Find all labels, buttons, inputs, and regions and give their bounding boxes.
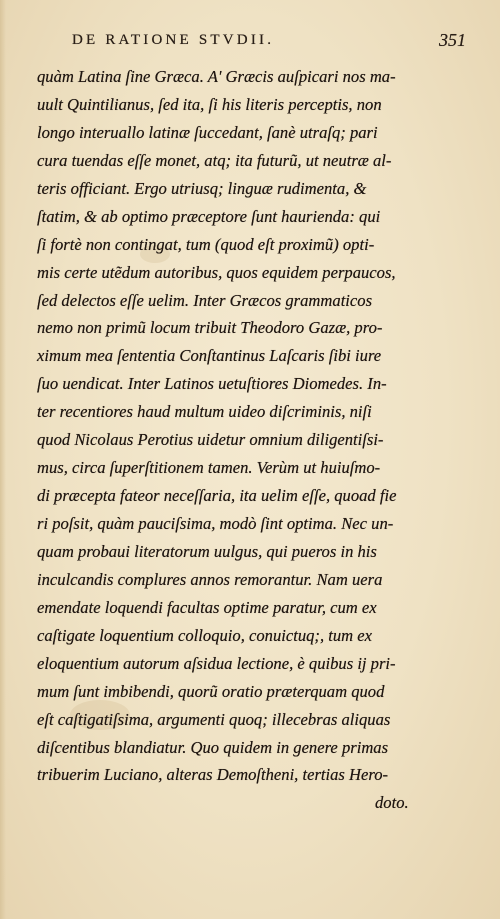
text-line: ſtatim, & ab optimo præceptore ſunt haurienda: qui bbox=[37, 206, 381, 226]
text-line: mum ſunt imbibendi, quorũ oratio præterquam quod bbox=[37, 681, 385, 701]
page-header bbox=[62, 30, 466, 54]
text-line: ſuo uendicat. Inter Latinos uetuſtiores Diomedes. In- bbox=[37, 374, 387, 394]
text-line: ſed delectos eſſe uelim. Inter Græcos grammaticos bbox=[37, 290, 373, 310]
text-line: mis certe utẽdum autoribus, quos equidem perpaucos, bbox=[37, 262, 396, 282]
text-line: cura tuendas eſſe monet, atq; ita futurũ, ut neutræ al- bbox=[37, 150, 392, 170]
text-line: diſcentibus blandiatur. Quo quidem in genere primas bbox=[37, 737, 389, 757]
text-line: doto. bbox=[375, 793, 409, 813]
text-line: inculcandis complures annos remorantur. Nam uera bbox=[37, 569, 383, 589]
text-line: nemo non primũ locum tribuit Theodoro Gazæ, pro- bbox=[37, 318, 383, 338]
text-line: eloquentium autorum aſsidua lectione, è quibus ij pri- bbox=[37, 653, 396, 673]
text-line: ſi fortè non contingat, tum (quod eſt proximũ) opti- bbox=[37, 234, 375, 254]
page-number: 351 bbox=[439, 30, 466, 50]
text-line: uult Quintilianus, ſed ita, ſi his literis perceptis, non bbox=[37, 94, 382, 114]
text-line: ximum mea ſententia Conſtantinus Laſcaris ſibi iure bbox=[37, 346, 382, 366]
body-text bbox=[37, 63, 467, 817]
text-line: quam probaui literatorum uulgus, qui pueros in his bbox=[37, 541, 377, 561]
text-line: mus, circa ſuperſtitionem tamen. Verùm ut huiuſmo- bbox=[37, 458, 381, 478]
text-line: ter recentiores haud multum uideo diſcriminis, niſi bbox=[37, 402, 372, 422]
page-gutter-shadow bbox=[0, 0, 6, 919]
text-line: tribuerim Luciano, alteras Demoſtheni, tertias Hero- bbox=[37, 765, 389, 785]
text-line: caſtigate loquentium colloquio, conuictuq;, tum ex bbox=[37, 625, 373, 645]
text-line: quod Nicolaus Perotius uidetur omnium diligentiſsi- bbox=[37, 430, 384, 450]
text-line: ri poſsit, quàm pauciſsima, modò ſint optima. Nec un- bbox=[37, 514, 394, 533]
text-line: di præcepta fateor neceſſaria, ita uelim eſſe, quoad fie bbox=[37, 486, 397, 506]
text-line: eſt caſtigatiſsima, argumenti quoq; illecebras aliquas bbox=[37, 709, 391, 729]
text-line: quàm Latina ſine Græca. A' Græcis auſpicari nos ma- bbox=[37, 67, 396, 86]
text-line: longo interuallo latinæ ſuccedant, ſanè utraſq; pari bbox=[37, 122, 378, 142]
text-line: teris officiant. Ergo utriusq; linguæ rudimenta, & bbox=[37, 178, 367, 198]
text-line: emendate loquendi facultas optime paratur, cum ex bbox=[37, 597, 377, 617]
running-head: DE RATIONE STVDII. bbox=[72, 32, 275, 48]
